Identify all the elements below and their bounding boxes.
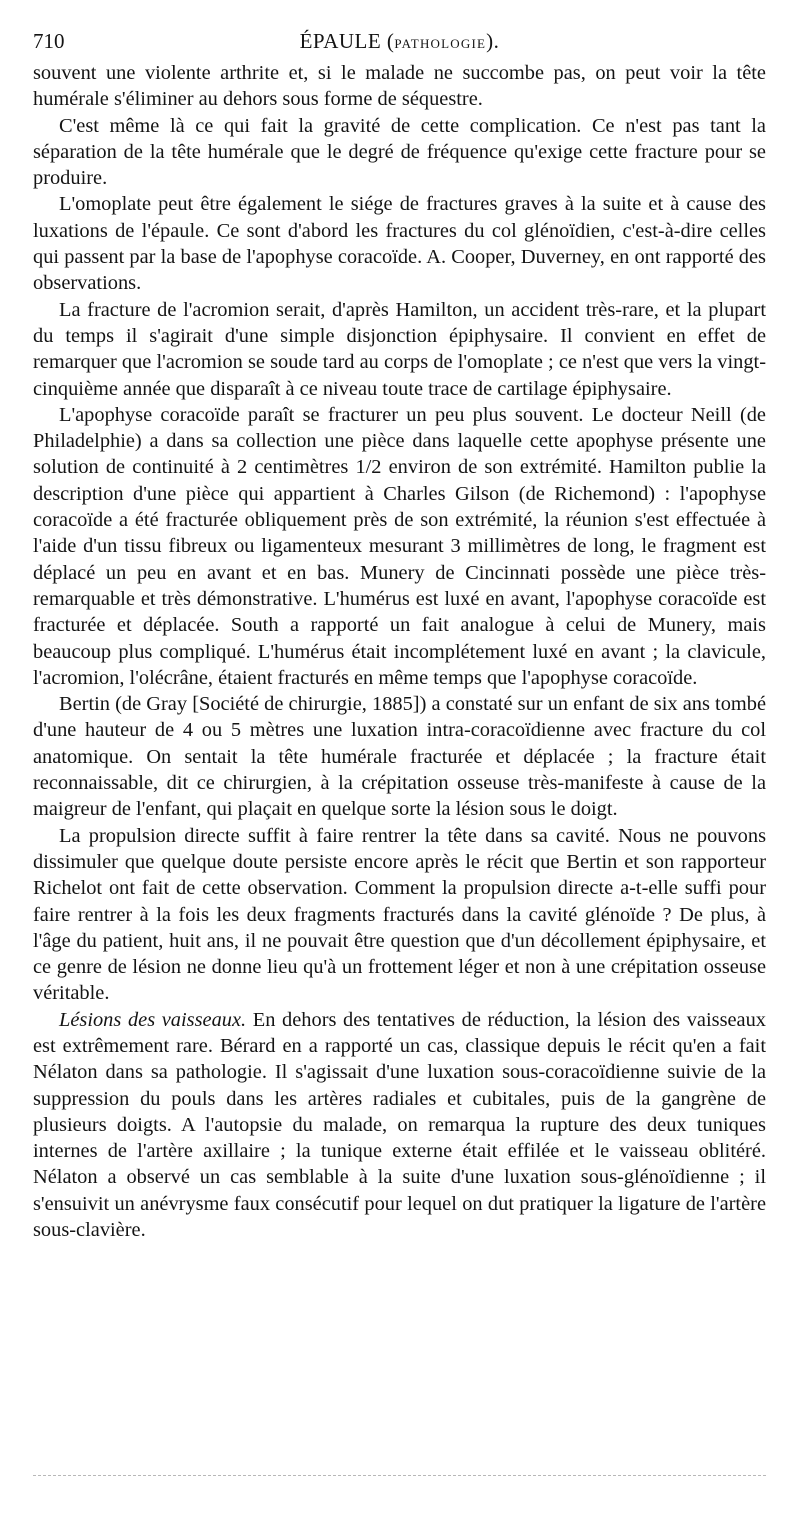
running-title-main: ÉPAULE ( <box>299 29 395 53</box>
paragraph-vaisseaux <box>33 1007 766 1244</box>
running-title-subject: PATHOLOGIE <box>394 36 487 51</box>
paragraph-bertin: Bertin (de Gray [Société de chirurgie, 1885]) a constaté sur un enfant de six ans tombé d'une hauteur de 4 ou 5 mètres une luxation intra-coracoïdienne avec fracture du col anatomique. On sentait la tête humérale fracturée et déplacée ; la fracture était reconnaissable, dit ce chirurgien, à la crépitation osseuse très-manifeste à cause de la maigreur de l'enfant, qui plaçait en quelque sorte la lésion sous le doigt. <box>33 693 766 821</box>
paragraph-complication: C'est même là ce qui fait la gravité de cette complication. Ce n'est pas tant la séparation de la tête humérale que le degré de fréquence qu'exige cette fracture pour se produire. <box>33 114 766 190</box>
paragraph-propulsion: La propulsion directe suffit à faire rentrer la tête dans sa cavité. Nous ne pouvons dissimuler que quelque doute persiste encore après le récit que Bertin et son rapporteur Richelot ont fait de cette observation. Comment la propulsion directe a-t-elle suffi pour faire rentrer à la fois les deux fragments fracturés dans la cavité glénoïde ? De plus, à l'âge du patient, huit ans, il ne pouvait être question que d'un décollement épiphysaire, et ce genre de lésion ne donne lieu qu'à un frottement léger et non à une crépitation osseuse véritable. <box>33 824 766 1005</box>
book-page <box>33 22 766 1243</box>
running-title-end: ). <box>486 29 500 53</box>
paragraph-continuation: souvent une violente arthrite et, si le malade ne succombe pas, on peut voir la tête humérale s'éliminer au dehors sous forme de séquestre. <box>33 62 766 111</box>
paragraph-coracoide: L'apophyse coracoïde paraît se fracturer un peu plus souvent. Le docteur Neill (de Philadelphie) a dans sa collection une pièce dans laquelle cette apophyse présente une solution de continuité à 2 centimètres 1/2 environ de son extrémité. Hamilton publie la description d'une pièce qui appartient à Charles Gilson (de Richemond) : l'apophyse coracoïde a été fracturée obliquement près de son extrémité, la réunion s'est effectuée à l'aide d'un tissu fibreux ou ligamenteux mesurant 3 millimètres de long, le fragment est déplacé un peu en avant et en bas. Munery de Cincinnati possède une pièce très-remarquable et très démonstrative. L'humérus est luxé en avant, l'apophyse coracoïde est fracturée et déplacée. South a rapporté un fait analogue à celui de Munery, mais beaucoup plus compliqué. L'humérus était incomplétement luxé en avant ; la clavicule, l'acromion, l'olécrâne, étaient fracturés en même temps que l'apophyse coracoïde. <box>33 403 766 689</box>
running-head <box>33 22 766 60</box>
paragraph-acromion: La fracture de l'acromion serait, d'après Hamilton, un accident très-rare, et la plupart du temps il s'agirait d'une simple disjonction épiphysaire. Il convient en effet de remarquer que l'acromion se soude tard au corps de l'omoplate ; ce n'est que vers la vingt-cinquième année que disparaît à ce niveau toute trace de cartilage épiphysaire. <box>33 298 766 400</box>
running-title <box>33 22 766 63</box>
paragraph-vaisseaux-body: En dehors des tentatives de réduction, la lésion des vaisseaux est extrêmement rare. Bérard en a rapporté un cas, classique depuis le récit qu'en a fait Nélaton dans sa pathologie. Il s'agissait d'une luxation sous-coracoïdienne suivie de la suppression du pouls dans les artères radiales et cubitales, puis de la gangrène de plusieurs doigts. A l'autopsie du malade, on remarqua la rupture des deux tuniques internes de l'artère axillaire ; la tunique externe était effilée et le vaisseau oblitéré. Nélaton a observé un cas semblable à la suite d'une luxation sous-glénoïdienne ; il s'ensuivit un anévrysme faux consécutif pour lequel on dut pratiquer la ligature de l'artère sous-clavière. <box>33 1008 766 1242</box>
body-text <box>33 60 766 1243</box>
paragraph-omoplate: L'omoplate peut être également le siége de fractures graves à la suite et à cause des luxations de l'épaule. Ce sont d'abord les fractures du col glénoïdien, c'est-à-dire celles qui passent par la base de l'apophyse coracoïde. A. Cooper, Duverney, en ont rapporté des observations. <box>33 193 766 295</box>
page-number: 710 <box>33 29 65 53</box>
section-heading-vaisseaux: Lésions des vaisseaux. <box>59 1008 247 1031</box>
footer-divider <box>33 1475 766 1476</box>
